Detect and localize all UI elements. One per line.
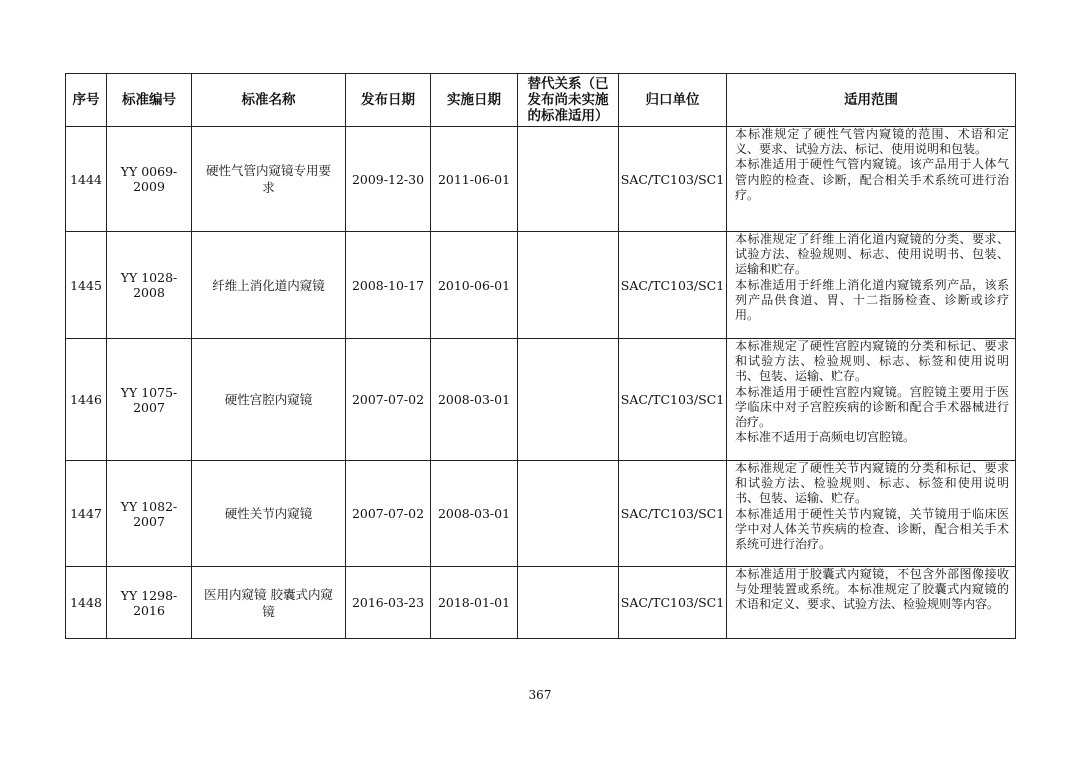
cell-unit: SAC/TC103/SC1: [619, 127, 727, 232]
cell-name: 硬性宫腔内窥镜: [192, 339, 346, 461]
scope-paragraph: 本标准适用于纤维上消化道内窥镜系列产品，该系列产品供食道、胃、十二指肠检查、诊断或诊疗用。: [735, 277, 1009, 323]
table-header-row: [66, 74, 1016, 127]
scope-paragraph: 本标准规定了纤维上消化道内窥镜的分类、要求、试验方法、检验规则、标志、使用说明书、包装、运输和贮存。: [735, 232, 1009, 277]
cell-scope: [727, 232, 1016, 339]
cell-scope: [727, 339, 1016, 461]
cell-unit: SAC/TC103/SC1: [619, 567, 727, 639]
cell-code: YY 1028-2008: [107, 232, 192, 339]
cell-name: 硬性关节内窥镜: [192, 461, 346, 567]
cell-replacement: [518, 127, 619, 232]
scope-paragraph: 本标准规定了硬性宫腔内窥镜的分类和标记、要求和试验方法、检验规则、标志、标签和使用说明书、包装、运输、贮存。: [735, 339, 1009, 384]
cell-name: 医用内窥镜 胶囊式内窥镜: [192, 567, 346, 639]
scope-paragraph: 本标准规定了硬性气管内窥镜的范围、术语和定义、要求、试验方法、标记、使用说明和包装。: [735, 127, 1009, 157]
cell-implement-date: 2008-03-01: [431, 339, 518, 461]
cell-implement-date: 2018-01-01: [431, 567, 518, 639]
cell-implement-date: 2011-06-01: [431, 127, 518, 232]
scope-paragraph: 本标准规定了硬性关节内窥镜的分类和标记、要求和试验方法、检验规则、标志、标签和使用说明书、包装、运输、贮存。: [735, 461, 1009, 506]
scope-paragraph: 本标准适用于硬性宫腔内窥镜。宫腔镜主要用于医学临床中对子宫腔疾病的诊断和配合手术器械进行治疗。: [735, 384, 1009, 430]
cell-publish-date: 2009-12-30: [346, 127, 431, 232]
cell-unit: SAC/TC103/SC1: [619, 232, 727, 339]
cell-publish-date: 2007-07-02: [346, 339, 431, 461]
scope-paragraph: 本标准不适用于高频电切宫腔镜。: [735, 430, 916, 445]
cell-replacement: [518, 232, 619, 339]
cell-publish-date: 2008-10-17: [346, 232, 431, 339]
cell-code: YY 1075-2007: [107, 339, 192, 461]
cell-no: 1446: [66, 339, 107, 461]
cell-code: YY 0069-2009: [107, 127, 192, 232]
table-row: [66, 127, 1016, 232]
table-row: [66, 339, 1016, 461]
scope-paragraph: 本标准适用于硬性气管内窥镜。该产品用于人体气管内腔的检查、诊断，配合相关手术系统可进行治疗。: [735, 157, 1009, 202]
cell-publish-date: 2007-07-02: [346, 461, 431, 567]
scope-paragraph: 本标准适用于硬性关节内窥镜，关节镜用于临床医学中对人体关节疾病的检查、诊断，配合相关手术系统可进行治疗。: [735, 506, 1009, 552]
cell-publish-date: 2016-03-23: [346, 567, 431, 639]
header-replacement: 替代关系（已发布尚未实施的标准适用）: [518, 74, 619, 127]
cell-implement-date: 2010-06-01: [431, 232, 518, 339]
cell-no: 1444: [66, 127, 107, 232]
cell-scope: [727, 127, 1016, 232]
table-row: [66, 567, 1016, 639]
cell-scope: [727, 461, 1016, 567]
cell-code: YY 1298-2016: [107, 567, 192, 639]
table-row: [66, 461, 1016, 567]
table-row: [66, 232, 1016, 339]
cell-name: 纤维上消化道内窥镜: [192, 232, 346, 339]
scope-paragraph: 本标准适用于胶囊式内窥镜，不包含外部图像接收与处理装置或系统。本标准规定了胶囊式内窥镜的术语和定义、要求、试验方法、检验规则等内容。: [735, 567, 1009, 612]
cell-unit: SAC/TC103/SC1: [619, 461, 727, 567]
cell-replacement: [518, 339, 619, 461]
cell-name: 硬性气管内窥镜专用要求: [192, 127, 346, 232]
standards-table: [65, 73, 1016, 639]
cell-no: 1447: [66, 461, 107, 567]
header-name: 标准名称: [192, 74, 346, 127]
cell-no: 1445: [66, 232, 107, 339]
cell-no: 1448: [66, 567, 107, 639]
page-number: 367: [528, 688, 552, 702]
cell-unit: SAC/TC103/SC1: [619, 339, 727, 461]
header-no: 序号: [66, 74, 107, 127]
cell-implement-date: 2008-03-01: [431, 461, 518, 567]
header-code: 标准编号: [107, 74, 192, 127]
header-publish-date: 发布日期: [346, 74, 431, 127]
header-unit: 归口单位: [619, 74, 727, 127]
cell-scope: [727, 567, 1016, 639]
header-implement-date: 实施日期: [431, 74, 518, 127]
cell-replacement: [518, 567, 619, 639]
header-scope: 适用范围: [727, 74, 1016, 127]
cell-replacement: [518, 461, 619, 567]
cell-code: YY 1082-2007: [107, 461, 192, 567]
